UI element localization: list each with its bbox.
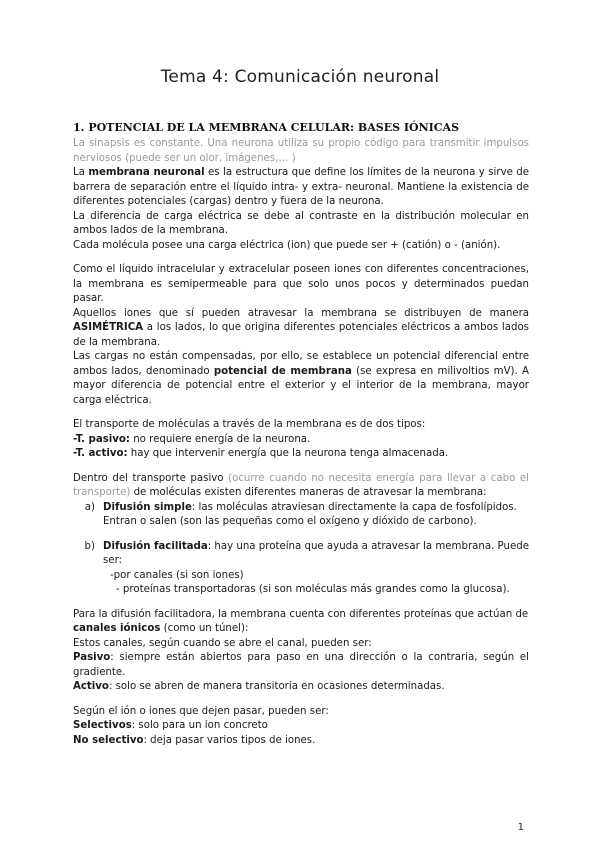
paragraph: Según el ión o iones que dejen pasar, pueden ser: [73, 705, 329, 717]
paragraph: Las cargas no están compensadas, por ello, se establece un potencial diferencial entre ambos lados, denominado potencial de membrana (se expresa en milivoltios mV). A mayor diferencia de potencial entre el exterior y el interior de la membrana, mayor carga eléctrica. [73, 351, 529, 406]
paragraph: -T. pasivo: no requiere energía de la neurona. [73, 433, 311, 445]
paragraph: Como el líquido intracelular y extracelular poseen iones con diferentes concentraciones, la membrana es semipermeable para que solo unos pocos y determinados puedan pasar. [73, 264, 529, 304]
paragraph: Activo: solo se abren de manera transitoria en ocasiones determinadas. [73, 681, 445, 692]
page-title: Tema 4: Comunicación neuronal [160, 67, 440, 87]
list-marker: a) [84, 501, 95, 513]
paragraph: Estos canales, según cuando se abre el canal, pueden ser: [73, 637, 372, 649]
paragraph: Aquellos iones que sí pueden atravesar la membrana se distribuyen de manera ASIMÉTRICA a los lados, lo que origina diferentes potenciales eléctricos a ambos lados de la membrana. [73, 307, 529, 348]
paragraph: La membrana neuronal es la estructura que define los límites de la neurona y sirve de barrera de separación entre el líquido intra- y extra- neuronal. Mantiene la existencia de diferentes potenciales (cargas) dentro y fuera de la neurona. [73, 167, 530, 207]
paragraph: No selectivo: deja pasar varios tipos de iones. [73, 734, 316, 746]
paragraph: El transporte de moléculas a través de la membrana es de dos tipos: [73, 419, 426, 430]
paragraph: Para la difusión facilitadora, la membrana cuenta con diferentes proteínas que actúan de canales iónicos (como un túnel): [73, 608, 529, 634]
document-body [73, 137, 529, 748]
paragraph: Selectivos: solo para un ion concreto [73, 720, 268, 731]
sub-list-item: - proteínas transportadoras (si son moléculas más grandes como la glucosa). [116, 584, 510, 595]
page-number: 1 [517, 822, 524, 833]
paragraph: La diferencia de carga eléctrica se debe al contraste en la distribución molecular en ambos lados de la membrana. [73, 210, 529, 236]
list-marker: b) [84, 540, 95, 552]
section-heading: 1. POTENCIAL DE LA MEMBRANA CELULAR: BASES IÓNICAS [73, 121, 460, 134]
paragraph: Pasivo: siempre están abiertos para paso en una dirección o la contraria, según el gradiente. [73, 652, 529, 678]
paragraph: La sinapsis es constante. Una neurona utiliza su propio código para transmitir impulsos nerviosos (puede ser un olor, imágenes,… ) [73, 138, 529, 164]
list-item: a) Difusión simple: las moléculas atraviesan directamente la capa de fosfolípidos. Entran o salen (son las pequeñas como el oxígeno y dióxido de carbono). [73, 501, 529, 530]
list-item: b) Difusión facilitada: hay una proteína que ayuda a atravesar la membrana. Puede ser: [73, 540, 529, 569]
paragraph: -T. activo: hay que intervenir energía que la neurona tenga almacenada. [73, 448, 449, 459]
paragraph: Dentro del transporte pasivo (ocurre cuando no necesita energía para llevar a cabo el transporte) de moléculas existen diferentes maneras de atravesar la membrana: [73, 472, 529, 498]
sub-list-item: -por canales (si son iones) [110, 569, 244, 581]
paragraph: Cada molécula posee una carga eléctrica (ion) que puede ser + (catión) o - (anión). [73, 239, 501, 251]
